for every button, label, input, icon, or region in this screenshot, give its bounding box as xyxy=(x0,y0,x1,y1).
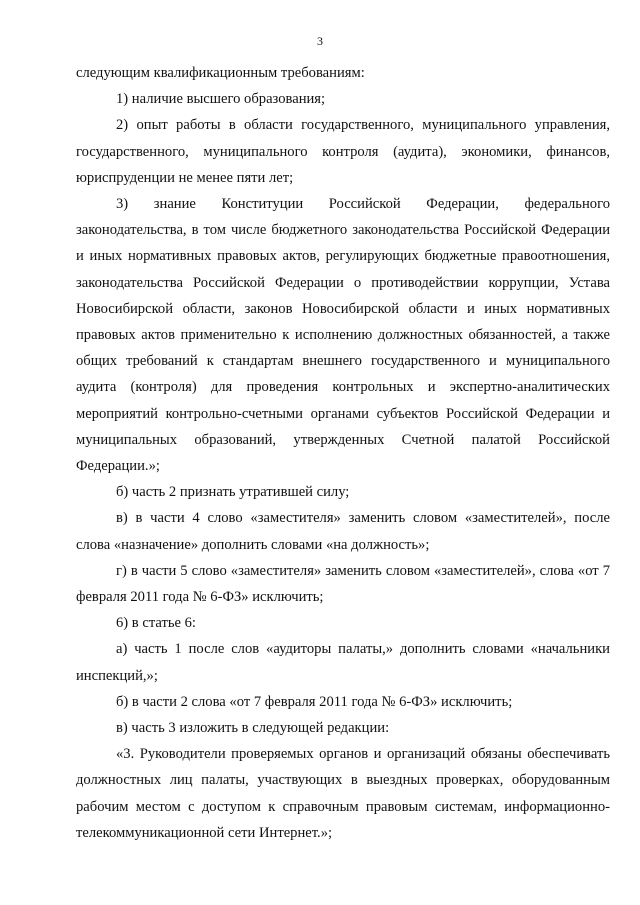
paragraph-item-3: 3) знание Конституции Российской Федерации, федерального законодательства, в том числе бюджетного законодательства Российской Федерации и иных нормативных правовых актов, регулирующих бюджетные правоотношения, законодательства Российской Федерации о противодействии коррупции, Устава Новосибирской области, законов Новосибирской области и иных нормативных правовых актов применительно к исполнению должностных обязанностей, а также общих требований к стандартам внешнего государственного и муниципального аудита (контроля) для проведения контрольных и экспертно-аналитических мероприятий контрольно-счетными органами субъектов Российской Федерации и муниципальных образований, утвержденных Счетной палатой Российской Федерации.»; xyxy=(76,196,610,475)
paragraph-article-6: 6) в статье 6: xyxy=(116,615,196,632)
paragraph-amendment-b: б) часть 2 признать утратившей силу; xyxy=(116,484,350,501)
paragraph-article-6-b: б) в части 2 слова «от 7 февраля 2011 года № 6-ФЗ» исключить; xyxy=(116,693,513,710)
document-body xyxy=(76,60,610,846)
paragraph-requirements-intro: следующим квалификационным требованиям: xyxy=(76,65,365,81)
paragraph-article-6-v: в) часть 3 изложить в следующей редакции: xyxy=(116,720,390,737)
paragraph-article-6-a: а) часть 1 после слов «аудиторы палаты,» дополнить словами «начальники инспекций,»; xyxy=(76,641,610,684)
paragraph-item-2: 2) опыт работы в области государственного, муниципального управления, государственного, муниципального контроля (аудита), экономики, финансов, юриспруденции не менее пяти лет; xyxy=(76,117,610,186)
paragraph-amendment-v: в) в части 4 слово «заместителя» заменить словом «заместителей», после слова «назначение» дополнить словами «на должность»; xyxy=(76,510,610,553)
page-number: 3 xyxy=(317,34,323,48)
paragraph-amendment-g: г) в части 5 слово «заместителя» заменить словом «заместителей», слова «от 7 февраля 2011 года № 6-ФЗ» исключить; xyxy=(76,562,610,606)
paragraph-item-1: 1) наличие высшего образования; xyxy=(116,91,326,108)
paragraph-new-part-3: «3. Руководители проверяемых органов и организаций обязаны обеспечивать должностных лиц палаты, участвующих в выездных проверках, оборудованным рабочим местом с доступом к справочным правовым системам, информационно-телекоммуникационной сети Интернет.»; xyxy=(76,746,610,841)
